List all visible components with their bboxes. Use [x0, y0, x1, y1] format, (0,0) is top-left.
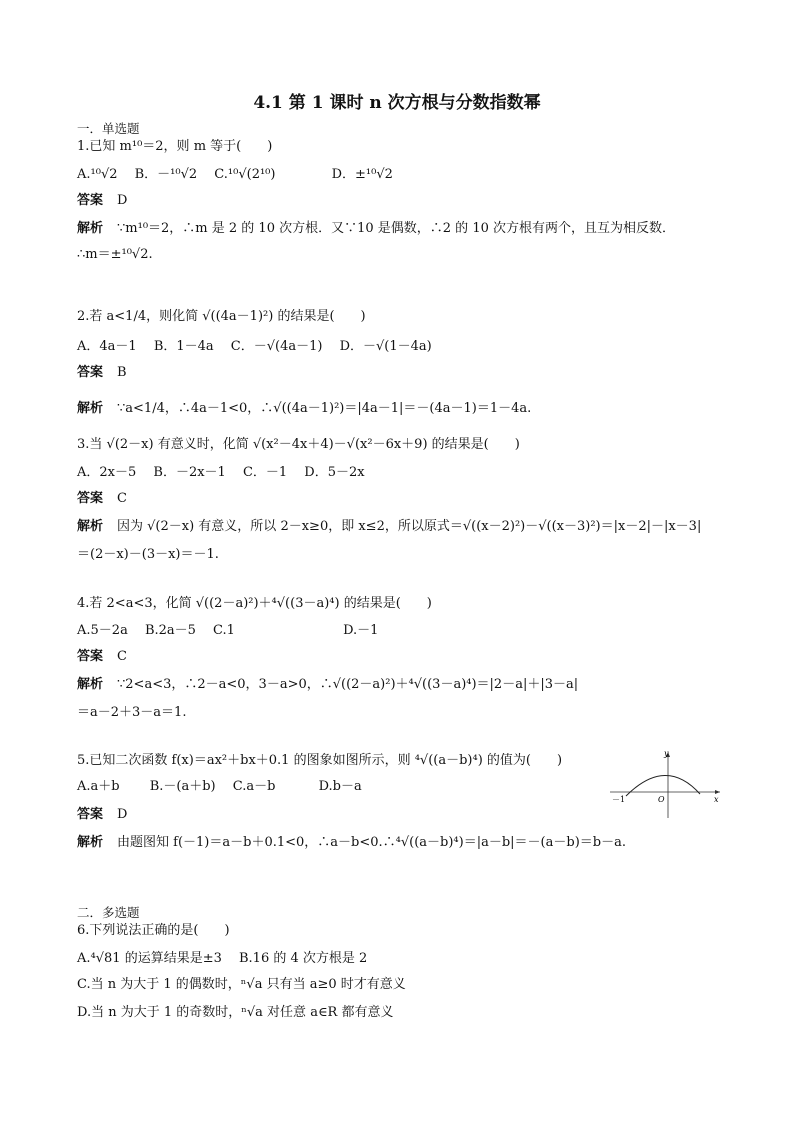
explanation-label: 解析	[77, 401, 104, 416]
neg-one-label: －1	[612, 795, 626, 804]
question-2-answer	[77, 364, 127, 382]
question-4-explanation	[77, 676, 578, 694]
question-6-option-d: D.当 n 为大于 1 的奇数时，ⁿ√a 对任意 a∈R 都有意义	[77, 1005, 394, 1020]
x-axis-arrow	[715, 790, 720, 794]
question-3-explanation	[77, 518, 701, 536]
section-heading-single-choice: 一．单选题	[77, 121, 140, 136]
explanation-label: 解析	[77, 519, 104, 534]
parabola-curve	[626, 775, 700, 796]
explanation-text: 由题图知 f(－1)＝a－b＋0.1<0，∴a－b<0.∴⁴√((a－b)⁴)＝|a－b|＝－(a－b)＝b－a.	[117, 835, 626, 850]
answer-value: C	[117, 491, 127, 506]
question-6-stem: 6.下列说法正确的是( )	[77, 923, 230, 938]
question-1-answer	[77, 192, 127, 210]
answer-label: 答案	[77, 649, 104, 664]
question-3-answer	[77, 490, 127, 508]
answer-label: 答案	[77, 491, 104, 506]
answer-label: 答案	[77, 365, 104, 380]
question-5-options: A.a＋b B.－(a＋b) C.a－b D.b－a	[77, 779, 362, 794]
question-4-options: A.5－2a B.2a－5 C.1 D.－1	[77, 623, 379, 638]
question-1-explanation	[77, 220, 675, 238]
question-3-options: A．2x－5 B．－2x－1 C．－1 D．5－2x	[77, 465, 365, 480]
question-2-explanation	[77, 400, 531, 418]
question-5-explanation	[77, 834, 626, 852]
question-4-explanation-cont: ＝a－2＋3－a＝1.	[77, 705, 187, 720]
origin-label: O	[658, 795, 665, 804]
question-3-explanation-cont: ＝(2－x)－(3－x)＝－1.	[77, 547, 219, 562]
explanation-text: ∵a<1/4，∴4a－1<0，∴√((4a－1)²)＝|4a－1|＝－(4a－1)＝1－4a.	[117, 401, 532, 416]
question-4-stem: 4.若 2<a<3，化简 √((2－a)²)＋⁴√((3－a)⁴) 的结果是( )	[77, 596, 432, 611]
explanation-text: 因为 √(2－x) 有意义，所以 2－x≥0，即 x≤2，所以原式＝√((x－2)²)－√((x－3)²)＝|x－2|－|x－3|	[117, 519, 702, 534]
explanation-label: 解析	[77, 221, 104, 236]
explanation-text: ∵2<a<3，∴2－a<0，3－a>0，∴√((2－a)²)＋⁴√((3－a)⁴)＝|2－a|＋|3－a|	[117, 677, 579, 692]
question-2-stem: 2.若 a<1/4，则化简 √((4a－1)²) 的结果是( )	[77, 309, 366, 324]
question-5-answer	[77, 806, 127, 824]
answer-label: 答案	[77, 193, 104, 208]
section-heading-multiple-choice: 二．多选题	[77, 905, 140, 920]
question-6-option-c: C.当 n 为大于 1 的偶数时，ⁿ√a 只有当 a≥0 时才有意义	[77, 977, 406, 992]
answer-label: 答案	[77, 807, 104, 822]
question-6-option-a-b: A.⁴√81 的运算结果是±3 B.16 的 4 次方根是 2	[77, 951, 368, 966]
explanation-text: ∵m¹⁰＝2，∴m 是 2 的 10 次方根．又∵10 是偶数，∴2 的 10 次方根有两个，且互为相反数．	[117, 221, 675, 236]
question-1-explanation-cont: ∴m＝±¹⁰√2.	[77, 247, 153, 262]
question-5-stem: 5.已知二次函数 f(x)＝ax²＋bx＋0.1 的图象如图所示，则 ⁴√((a－b)⁴) 的值为( )	[77, 753, 563, 768]
answer-value: D	[117, 807, 128, 822]
question-1-stem: 1.已知 m¹⁰＝2，则 m 等于( )	[77, 139, 273, 154]
question-2-options: A．4a－1 B．1－4a C．－√(4a－1) D．－√(1－4a)	[77, 339, 432, 354]
parabola-graph	[608, 748, 724, 820]
explanation-label: 解析	[77, 835, 104, 850]
question-3-stem: 3.当 √(2－x) 有意义时，化简 √(x²－4x＋4)－√(x²－6x＋9) 的结果是( )	[77, 437, 520, 452]
y-axis-label: y	[664, 749, 669, 758]
question-1-options: A.¹⁰√2 B．－¹⁰√2 C.¹⁰√(2¹⁰) D．±¹⁰√2	[77, 167, 393, 182]
answer-value: D	[117, 193, 128, 208]
answer-value: B	[117, 365, 127, 380]
explanation-label: 解析	[77, 677, 104, 692]
question-4-answer	[77, 648, 127, 666]
page-title: 4.1 第 1 课时 n 次方根与分数指数幂	[253, 93, 541, 113]
x-axis-label: x	[714, 795, 719, 804]
answer-value: C	[117, 649, 127, 664]
